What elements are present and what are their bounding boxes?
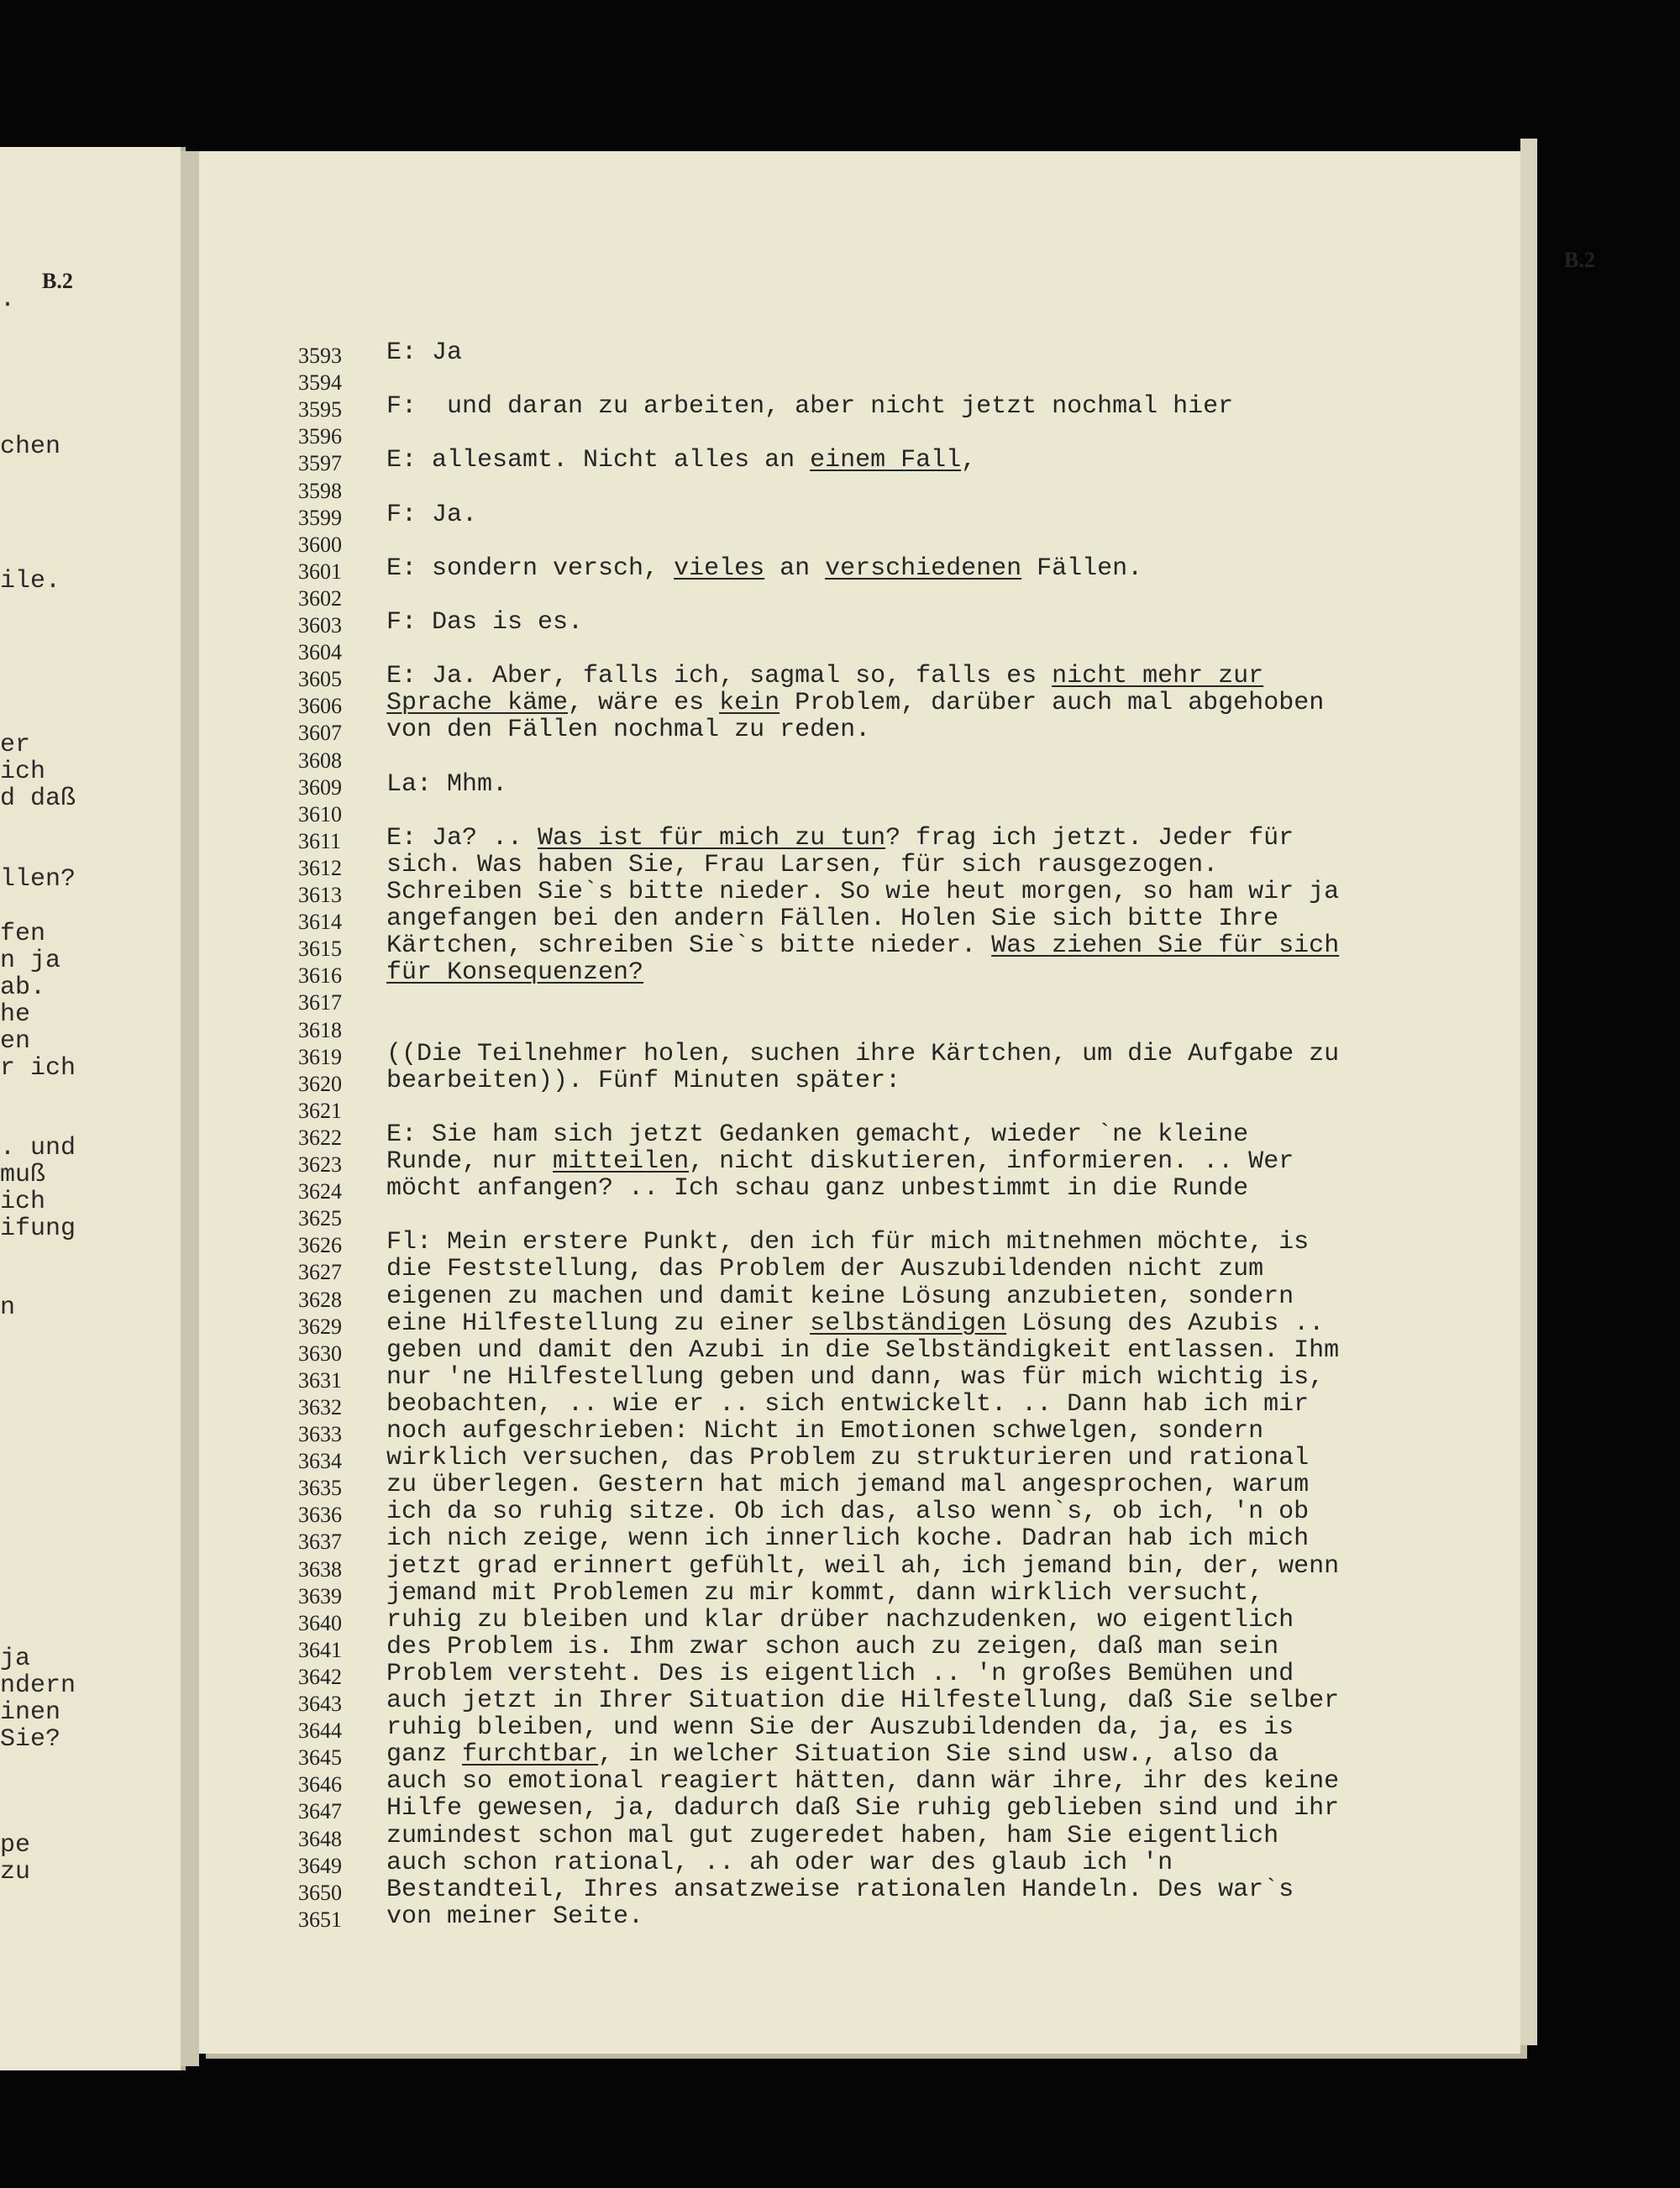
right-page-header: B.2	[1564, 248, 1595, 272]
left-page-header: B.2	[42, 269, 73, 293]
line-number: 3598	[298, 478, 342, 503]
line-number: 3597	[298, 451, 342, 476]
line-number: 3632	[298, 1394, 342, 1419]
line-number: 3606	[298, 694, 342, 719]
line-text	[386, 770, 507, 799]
line-text	[386, 958, 643, 987]
line-number: 3639	[298, 1583, 342, 1608]
line-number: 3610	[298, 801, 342, 826]
line-number: 3635	[298, 1476, 342, 1501]
line-number: 3601	[298, 559, 342, 584]
line-number: 3608	[298, 748, 342, 773]
text-segment: eigenen zu machen und damit keine Lösung anzubieten, sondern	[386, 1282, 1294, 1311]
line-number: 3622	[298, 1125, 342, 1150]
left-page-fragment: er	[0, 731, 31, 759]
line-text	[386, 1283, 1294, 1311]
line-number: 3649	[298, 1853, 342, 1878]
text-segment: wirklich versuchen, das Problem zu strukturieren und rational	[386, 1444, 1310, 1473]
line-number: 3651	[298, 1907, 342, 1932]
text-segment: möcht anfangen? .. Ich schau ganz unbestimmt in die Runde	[386, 1174, 1249, 1204]
text-segment: bearbeiten)). Fünf Minuten später:	[386, 1066, 901, 1095]
underlined-phrase: mitteilen	[553, 1147, 690, 1176]
left-page-fragment: ndern	[0, 1671, 76, 1700]
text-segment: , in welcher Situation Sie sind usw., also da	[598, 1740, 1279, 1770]
text-segment: Problem, darüber auch mal abgehoben	[780, 689, 1325, 718]
line-number: 3648	[298, 1826, 342, 1851]
line-number: 3623	[298, 1152, 342, 1177]
underlined-phrase: nicht mehr zur	[1052, 662, 1264, 691]
left-page-fragment: muß	[0, 1161, 46, 1189]
text-segment: ,	[961, 446, 977, 475]
text-segment: E: allesamt. Nicht alles an	[386, 446, 811, 475]
line-text	[386, 1174, 1248, 1203]
line-number: 3638	[298, 1556, 342, 1582]
line-text	[386, 824, 1294, 853]
line-text	[386, 446, 976, 475]
line-number: 3618	[298, 1017, 342, 1042]
text-segment: , wäre es	[568, 689, 720, 718]
text-segment: Lösung des Azubis ..	[1006, 1309, 1325, 1338]
line-number: 3600	[298, 532, 342, 557]
text-segment: La: Mhm.	[386, 769, 508, 799]
text-segment: ((Die Teilnehmer holen, suchen ihre Kärtchen, um die Aufgabe zu	[386, 1039, 1340, 1068]
line-text	[386, 392, 1233, 421]
line-number: 3642	[298, 1664, 342, 1689]
line-text	[386, 662, 1263, 690]
line-text	[386, 1876, 1294, 1904]
text-segment: Fl: Mein erstere Punkt, den ich für mich mitnehmen möchte, is	[386, 1228, 1310, 1257]
line-text	[386, 1417, 1263, 1446]
text-segment: auch jetzt in Ihrer Situation die Hilfestellung, daß Sie selber	[386, 1687, 1340, 1715]
line-number: 3604	[298, 640, 342, 665]
left-page-fragment: chen	[0, 433, 61, 461]
text-segment: eine Hilfestellung zu einer	[386, 1309, 811, 1338]
line-text	[386, 1687, 1339, 1715]
underlined-phrase: selbständigen	[810, 1309, 1007, 1338]
line-text	[386, 1255, 1263, 1283]
text-segment: E: Sie ham sich jetzt Gedanken gemacht, wieder `ne kleine	[386, 1120, 1249, 1149]
text-segment: sich. Was haben Sie, Frau Larsen, für sich rausgezogen.	[386, 850, 1219, 879]
text-segment: E: Ja	[386, 338, 463, 367]
line-number: 3594	[298, 370, 342, 396]
line-text	[386, 1524, 1309, 1553]
left-page	[0, 147, 186, 2070]
line-text	[386, 1120, 1248, 1149]
line-number: 3617	[298, 990, 342, 1015]
underlined-phrase: Was ziehen Sie für sich	[991, 931, 1340, 961]
line-number: 3612	[298, 855, 342, 880]
left-page-fragment: .	[0, 286, 16, 314]
line-text	[386, 716, 870, 744]
line-number: 3607	[298, 721, 342, 746]
line-number: 3634	[298, 1449, 342, 1474]
line-number: 3628	[298, 1287, 342, 1312]
text-segment: jemand mit Problemen zu mir kommt, dann wirklich versucht,	[386, 1578, 1264, 1608]
line-text	[386, 878, 1339, 906]
left-page-fragment: n ja	[0, 947, 61, 975]
line-text	[386, 1822, 1278, 1850]
line-text	[386, 1902, 643, 1931]
line-text	[386, 338, 462, 367]
underlined-phrase: vieles	[674, 554, 765, 583]
text-segment: Fällen.	[1021, 554, 1143, 583]
text-segment: Bestandteil, Ihres ansatzweise rationalen Handeln. Des war`s	[386, 1875, 1294, 1904]
line-number: 3620	[298, 1071, 342, 1096]
line-text	[386, 1444, 1309, 1472]
line-text	[386, 1471, 1309, 1499]
line-text	[386, 554, 1142, 583]
line-text	[386, 1336, 1339, 1365]
line-text	[386, 1767, 1339, 1796]
text-segment: Kärtchen, schreiben Sie`s bitte nieder.	[386, 931, 992, 961]
underlined-phrase: kein	[719, 689, 780, 718]
left-page-fragment: ab.	[0, 973, 46, 1002]
text-segment: E: sondern versch,	[386, 554, 675, 583]
text-segment: ruhig zu bleiben und klar drüber nachzudenken, wo eigentlich	[386, 1605, 1294, 1634]
text-segment: F: Ja.	[386, 500, 478, 529]
line-number: 3621	[298, 1098, 342, 1123]
text-segment: F: Das is es.	[386, 608, 584, 637]
text-segment: E: Ja. Aber, falls ich, sagmal so, falls es	[386, 662, 1053, 691]
line-text	[386, 1660, 1294, 1688]
text-segment: beobachten, .. wie er .. sich entwickelt. .. Dann hab ich mir	[386, 1389, 1310, 1419]
left-page-fragment: fen	[0, 920, 46, 948]
left-page-fragment: ich	[0, 758, 46, 786]
line-number: 3603	[298, 613, 342, 638]
line-text	[386, 1579, 1263, 1608]
line-text	[386, 1713, 1294, 1742]
text-segment: auch schon rational, .. ah oder war des glaub ich 'n	[386, 1848, 1173, 1877]
text-segment: Hilfe gewesen, ja, dadurch daß Sie ruhig geblieben sind und ihr	[386, 1794, 1340, 1823]
text-segment: angefangen bei den andern Fällen. Holen Sie sich bitte Ihre	[386, 905, 1279, 934]
line-number: 3626	[298, 1233, 342, 1258]
line-number: 3595	[298, 397, 342, 422]
line-text	[386, 1606, 1294, 1634]
text-segment: ruhig bleiben, und wenn Sie der Auszubildenden da, ja, es is	[386, 1713, 1294, 1743]
left-page-fragment: en	[0, 1027, 31, 1056]
line-number: 3641	[298, 1637, 342, 1662]
left-page-fragment: zu	[0, 1858, 31, 1886]
page-edge	[1520, 139, 1537, 2045]
text-segment: nur 'ne Hilfestellung geben und dann, was für mich wichtig is,	[386, 1362, 1325, 1392]
line-number: 3596	[298, 424, 342, 449]
left-page-fragment: ile.	[0, 567, 61, 596]
line-number: 3613	[298, 883, 342, 907]
line-text	[386, 1363, 1324, 1392]
text-segment: noch aufgeschrieben: Nicht in Emotionen schwelgen, sondern	[386, 1417, 1264, 1446]
text-segment: zumindest schon mal gut zugeredet haben, ham Sie eigentlich	[386, 1821, 1279, 1850]
line-number: 3599	[298, 505, 342, 530]
underlined-phrase: Sprache käme	[386, 689, 569, 718]
text-segment: ganz	[386, 1740, 463, 1770]
left-page-fragment: inen	[0, 1698, 61, 1727]
line-text	[386, 1552, 1339, 1581]
line-number: 3614	[298, 910, 342, 935]
line-number: 3593	[298, 344, 342, 368]
line-text	[386, 501, 477, 529]
line-number: 3640	[298, 1610, 342, 1635]
line-number: 3629	[298, 1314, 342, 1339]
text-segment: auch so emotional reagiert hätten, dann wär ihre, ihr des keine	[386, 1767, 1340, 1797]
text-segment: Problem versteht. Des is eigentlich .. 'n großes Bemühen und	[386, 1659, 1294, 1688]
line-text	[386, 608, 583, 637]
line-text	[386, 689, 1324, 717]
right-page	[199, 151, 1595, 2054]
text-segment: des Problem is. Ihm zwar schon auch zu zeigen, daß man sein	[386, 1632, 1279, 1661]
line-text	[386, 851, 1218, 879]
line-number: 3609	[298, 774, 342, 800]
line-text	[386, 1794, 1339, 1823]
left-page-fragment: pe	[0, 1831, 31, 1860]
text-segment: geben und damit den Azubi in die Selbständigkeit entlassen. Ihm	[386, 1335, 1340, 1365]
text-segment: jetzt grad erinnert gefühlt, weil ah, ich jemand bin, der, wenn	[386, 1551, 1340, 1581]
line-number: 3602	[298, 585, 342, 611]
text-segment: F: und daran zu arbeiten, aber nicht jetzt nochmal hier	[386, 392, 1234, 422]
line-number: 3630	[298, 1341, 342, 1366]
text-segment: die Feststellung, das Problem der Auszubildenden nicht zum	[386, 1255, 1264, 1284]
line-number: 3616	[298, 963, 342, 989]
text-segment: von den Fällen nochmal zu reden.	[386, 716, 871, 745]
line-number: 3633	[298, 1422, 342, 1446]
line-text	[386, 1390, 1309, 1419]
line-text	[386, 931, 1339, 960]
text-segment: von meiner Seite.	[386, 1902, 644, 1931]
line-number: 3643	[298, 1692, 342, 1716]
left-page-fragment: Sie?	[0, 1725, 61, 1754]
line-number: 3615	[298, 937, 342, 962]
line-number: 3619	[298, 1044, 342, 1069]
line-text	[386, 1040, 1339, 1068]
underlined-phrase: verschiedenen	[825, 554, 1022, 583]
underlined-phrase: einem Fall	[810, 446, 962, 475]
left-page-fragment: ja	[0, 1645, 31, 1673]
line-text	[386, 1498, 1309, 1526]
underlined-phrase: Was ist für mich zu tun	[538, 823, 886, 853]
text-segment: an	[764, 554, 826, 583]
line-number: 3646	[298, 1772, 342, 1797]
line-text	[386, 1067, 900, 1095]
text-segment: , nicht diskutieren, informieren. .. Wer	[689, 1147, 1294, 1176]
line-number: 3631	[298, 1367, 342, 1393]
line-number: 3644	[298, 1718, 342, 1744]
line-text	[386, 1147, 1294, 1176]
text-segment: ? frag ich jetzt. Jeder für	[885, 823, 1294, 853]
text-segment: zu überlegen. Gestern hat mich jemand mal angesprochen, warum	[386, 1471, 1310, 1500]
line-number: 3605	[298, 667, 342, 692]
text-segment: ich nich zeige, wenn ich innerlich koche. Dadran hab ich mich	[386, 1524, 1310, 1554]
line-number: 3625	[298, 1206, 342, 1231]
underlined-phrase: für Konsequenzen?	[386, 958, 644, 988]
line-number: 3624	[298, 1179, 342, 1204]
left-page-fragment: ifung	[0, 1215, 76, 1243]
line-text	[386, 1228, 1309, 1257]
line-text	[386, 1849, 1173, 1877]
line-text	[386, 1740, 1278, 1769]
text-segment: ich da so ruhig sitze. Ob ich das, also wenn`s, ob ich, 'n ob	[386, 1498, 1310, 1527]
line-text	[386, 1309, 1324, 1338]
line-number: 3636	[298, 1503, 342, 1528]
book-spine	[181, 151, 199, 2066]
line-number: 3645	[298, 1745, 342, 1771]
left-page-fragment: n	[0, 1293, 16, 1322]
line-number: 3647	[298, 1799, 342, 1824]
left-page-fragment: d daß	[0, 784, 76, 813]
left-page-fragment: he	[0, 1000, 31, 1029]
left-page-fragment: . und	[0, 1134, 76, 1162]
line-number: 3627	[298, 1260, 342, 1285]
line-number: 3611	[298, 828, 342, 853]
text-segment: Runde, nur	[386, 1147, 554, 1176]
line-number: 3650	[298, 1880, 342, 1905]
left-page-fragment: llen?	[0, 865, 76, 894]
text-segment: E: Ja? ..	[386, 823, 538, 853]
underlined-phrase: furchtbar	[462, 1740, 599, 1770]
line-text	[386, 1633, 1278, 1661]
text-segment: Schreiben Sie`s bitte nieder. So wie heut morgen, so ham wir ja	[386, 878, 1340, 906]
line-text	[386, 905, 1278, 933]
line-number: 3637	[298, 1530, 342, 1555]
left-page-fragment: r ich	[0, 1054, 76, 1083]
left-page-fragment: ich	[0, 1188, 46, 1216]
